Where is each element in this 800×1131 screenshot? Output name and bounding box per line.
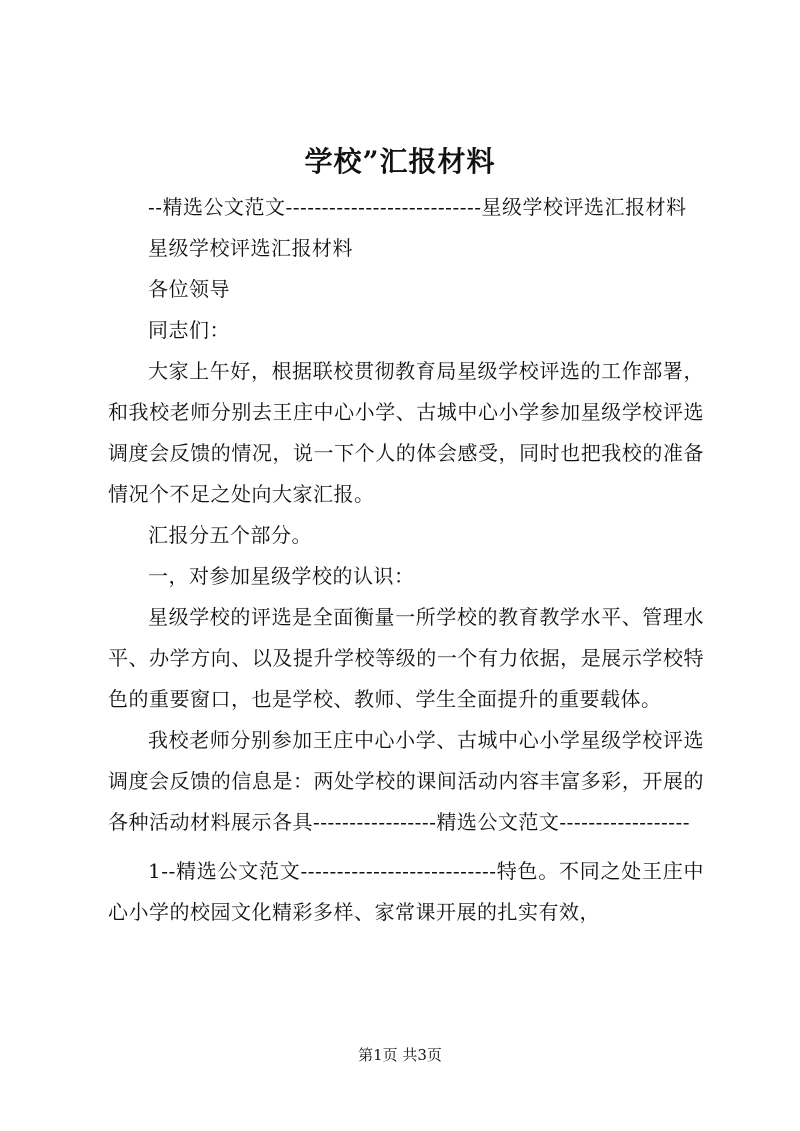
paragraph-intro: 大家上午好，根据联校贯彻教育局星级学校评选的工作部署，和我校老师分别去王庄中心小学、古城中心小学参加星级学校评选调度会反馈的情况，说一下个人的体会感受，同时也把我校的准备情况个不足之处向大家汇报。 — [108, 359, 704, 506]
paragraph-continuation: 1--精选公文范文---------------------------特色。不同之处王庄中心小学的校园文化精彩多样、家常课开展的扎实有效， — [108, 859, 704, 924]
paragraph-section-one-body: 星级学校的评选是全面衡量一所学校的教育教学水平、管理水平、办学方向、以及提升学校等级的一个有力依据，是展示学校特色的重要窗口，也是学校、教师、学生全面提升的重要载体。 — [108, 605, 704, 711]
paragraph-salutation-comrades: 同志们： — [148, 318, 230, 342]
paragraph-outline: 汇报分五个部分。 — [148, 523, 312, 547]
paragraph-salutation-leaders: 各位领导 — [148, 277, 230, 301]
paragraph-subtitle: 星级学校评选汇报材料 — [148, 236, 353, 260]
page-footer: 第1页 共3页 — [358, 1046, 442, 1064]
document-body — [108, 187, 704, 933]
document-title: 学校”汇报材料 — [304, 145, 496, 178]
paragraph-header-line: --精选公文范文---------------------------星级学校评选汇报材料 — [148, 195, 687, 219]
paragraph-feedback: 我校老师分别参加王庄中心小学、古城中心小学星级学校评选调度会反馈的信息是：两处学校的课间活动内容丰富多彩，开展的各种活动材料展示各具-----------------精选公文范文------------------ — [108, 728, 704, 834]
paragraph-section-one-heading: 一，对参加星级学校的认识： — [148, 564, 415, 588]
